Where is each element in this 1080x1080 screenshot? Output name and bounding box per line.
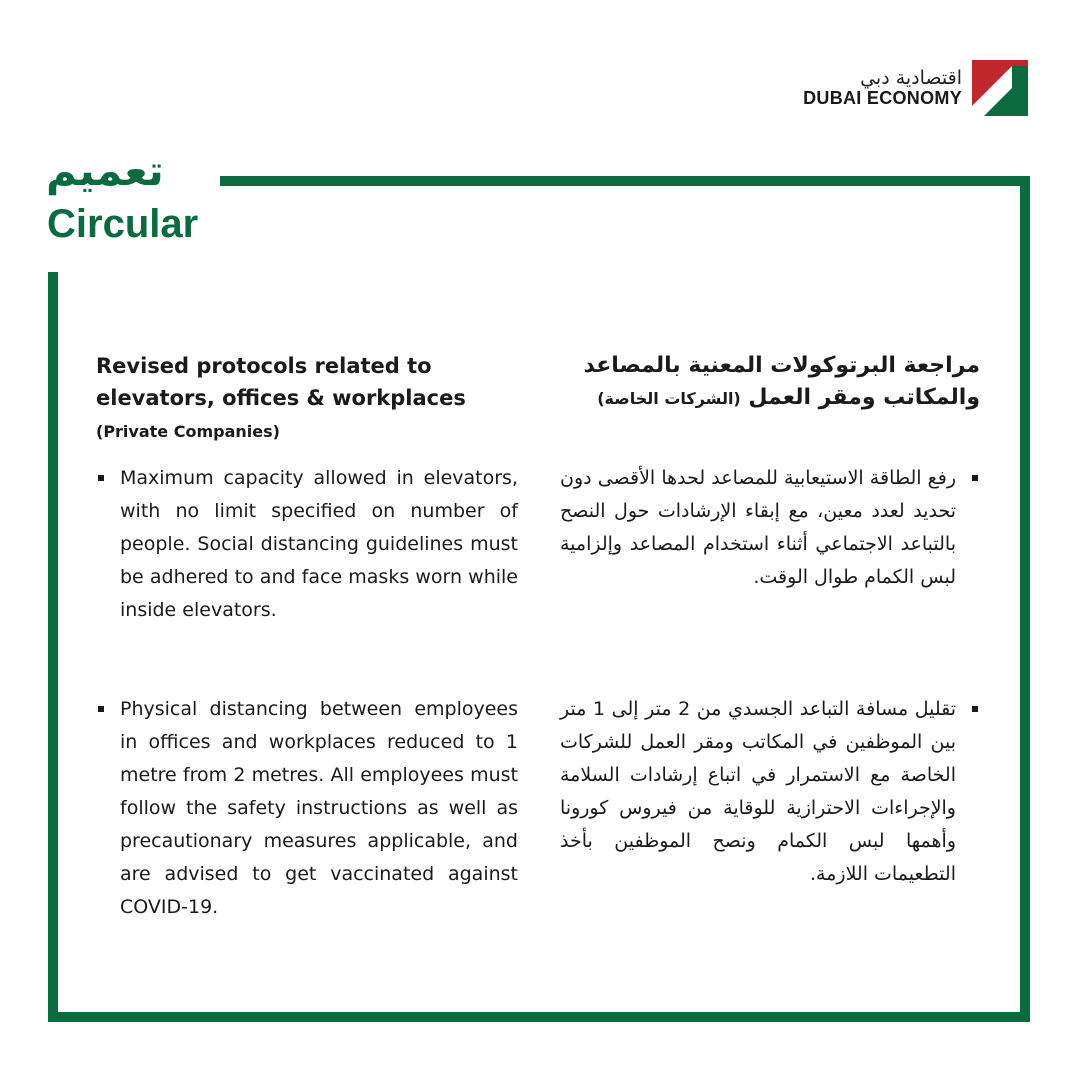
bullet-icon <box>956 693 980 891</box>
english-heading-sub: (Private Companies) <box>96 422 280 441</box>
arabic-bullet-text: رفع الطاقة الاستيعابية للمصاعد لحدها الأقصى دون تحديد لعدد معين، مع إبقاء الإرشادات حول النصح بالتباعد الاجتماعي أثناء استخدام المصاعد وإلزامية لبس الكمام طوال الوقت. <box>560 467 956 588</box>
frame-right-border <box>1020 176 1030 1022</box>
frame-top-border <box>220 176 1030 186</box>
english-bullet-text: Physical distancing between employees in offices and workplaces reduced to 1 metre from 2 metres. All employees must follow the safety instructions as well as precautionary measures applicable, and are advised to get vaccinated against COVID-19. <box>120 698 518 918</box>
english-heading <box>96 350 518 448</box>
arabic-heading <box>560 350 980 415</box>
logo-text <box>803 66 962 108</box>
bullet-icon <box>96 693 120 924</box>
frame-left-border <box>48 272 58 1022</box>
arabic-heading-sub: (الشركات الخاصة) <box>597 389 741 408</box>
title-arabic: تعميم <box>46 146 164 195</box>
frame-bottom-border <box>48 1012 1030 1022</box>
dubai-economy-logo <box>803 60 1028 116</box>
arabic-bullet-item <box>560 462 980 594</box>
arabic-bullet-item <box>560 693 980 891</box>
arabic-bullet-text: تقليل مسافة التباعد الجسدي من 2 متر إلى 1 متر بين الموظفين في المكاتب ومقر العمل للشركات الخاصة مع الاستمرار في اتباع إرشادات السلامة والإجراءات الاحترازية للوقاية من فيروس كورونا وأهمها لبس الكمام ونصح الموظفين بأخذ التطعيمات اللازمة. <box>560 698 957 885</box>
title-english: Circular <box>47 202 199 246</box>
english-heading-main: Revised protocols related to elevators, offices & workplaces <box>96 354 466 410</box>
english-bullet-item <box>96 462 518 627</box>
bullet-icon <box>956 462 980 594</box>
logo-mark-icon <box>972 60 1028 116</box>
arabic-heading-main: مراجعة البرتوكولات المعنية بالمصاعد والمكاتب ومقر العمل <box>583 353 980 410</box>
bullet-icon <box>96 462 120 627</box>
english-bullet-text: Maximum capacity allowed in elevators, with no limit specified on number of people. Social distancing guidelines must be adhered to and face masks worn while inside elevators. <box>120 467 518 621</box>
english-bullet-item <box>96 693 518 924</box>
logo-english-text: DUBAI ECONOMY <box>803 87 962 108</box>
logo-arabic-text: اقتصادية دبي <box>860 66 962 89</box>
